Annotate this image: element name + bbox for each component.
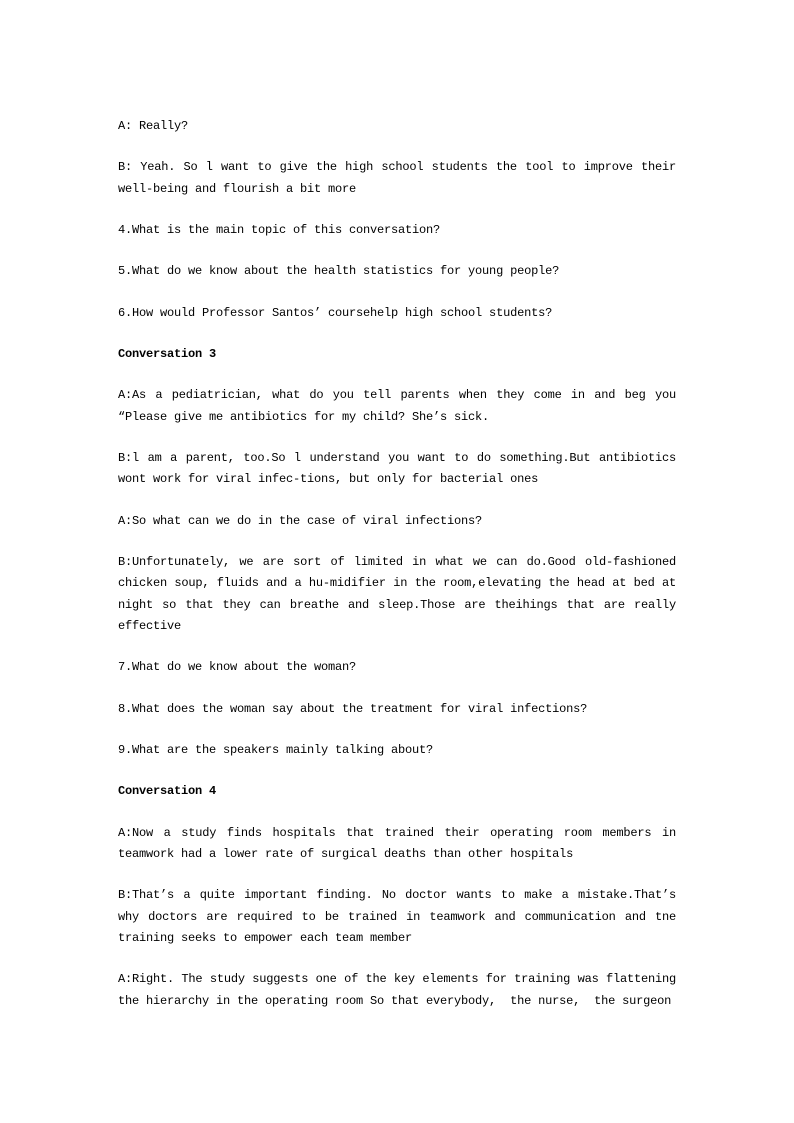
paragraph: B: Yeah. So l want to give the high school students the tool to improve their well-being and flourish a bit more: [118, 160, 684, 196]
paragraph: B:Unfortunately, we are sort of limited in what we can do.Good old-fashioned chicken soup, fluids and a hu-midifier in the room,elevating the head at bed at night so that they can breathe and sleep.Those are theihings that are really effective: [118, 554, 684, 634]
paragraph: A:So what can we do in the case of viral infections?: [118, 513, 483, 528]
section-heading: Conversation 3: [118, 346, 217, 361]
paragraph: B:That’s a quite important finding. No doctor wants to make a mistake.That’s why doctors are required to be trained in teamwork and communication and tne training seeks to empower each team member: [118, 888, 684, 946]
paragraph: 4.What is the main topic of this conversation?: [118, 223, 441, 237]
paragraph: A:Right. The study suggests one of the key elements for training was flattening the hierarchy in the operating room So that everybody, the nurse, the surgeon: [118, 972, 684, 1008]
paragraph: A:As a pediatrician, what do you tell parents when they come in and beg you “Please give me antibiotics for my child? She’s sick.: [118, 388, 684, 424]
paragraph: 9.What are the speakers mainly talking about?: [118, 743, 434, 757]
paragraph: 7.What do we know about the woman?: [118, 660, 357, 675]
paragraph: 5.What do we know about the health statistics for young people?: [118, 264, 560, 279]
paragraph: A:Now a study finds hospitals that trained their operating room members in teamwork had a lower rate of surgical deaths than other hospitals: [118, 825, 684, 861]
paragraph: A: Really?: [118, 119, 189, 133]
paragraph: 8.What does the woman say about the treatment for viral infections?: [118, 701, 588, 716]
document-content: [118, 116, 684, 1032]
section-heading: Conversation 4: [118, 784, 217, 799]
paragraph: 6.How would Professor Santos’ coursehelp high school students?: [118, 305, 553, 320]
paragraph: B:l am a parent, too.So l understand you want to do something.But antibiotics wont work for viral infec-tions, but only for bacterial ones: [118, 450, 684, 487]
